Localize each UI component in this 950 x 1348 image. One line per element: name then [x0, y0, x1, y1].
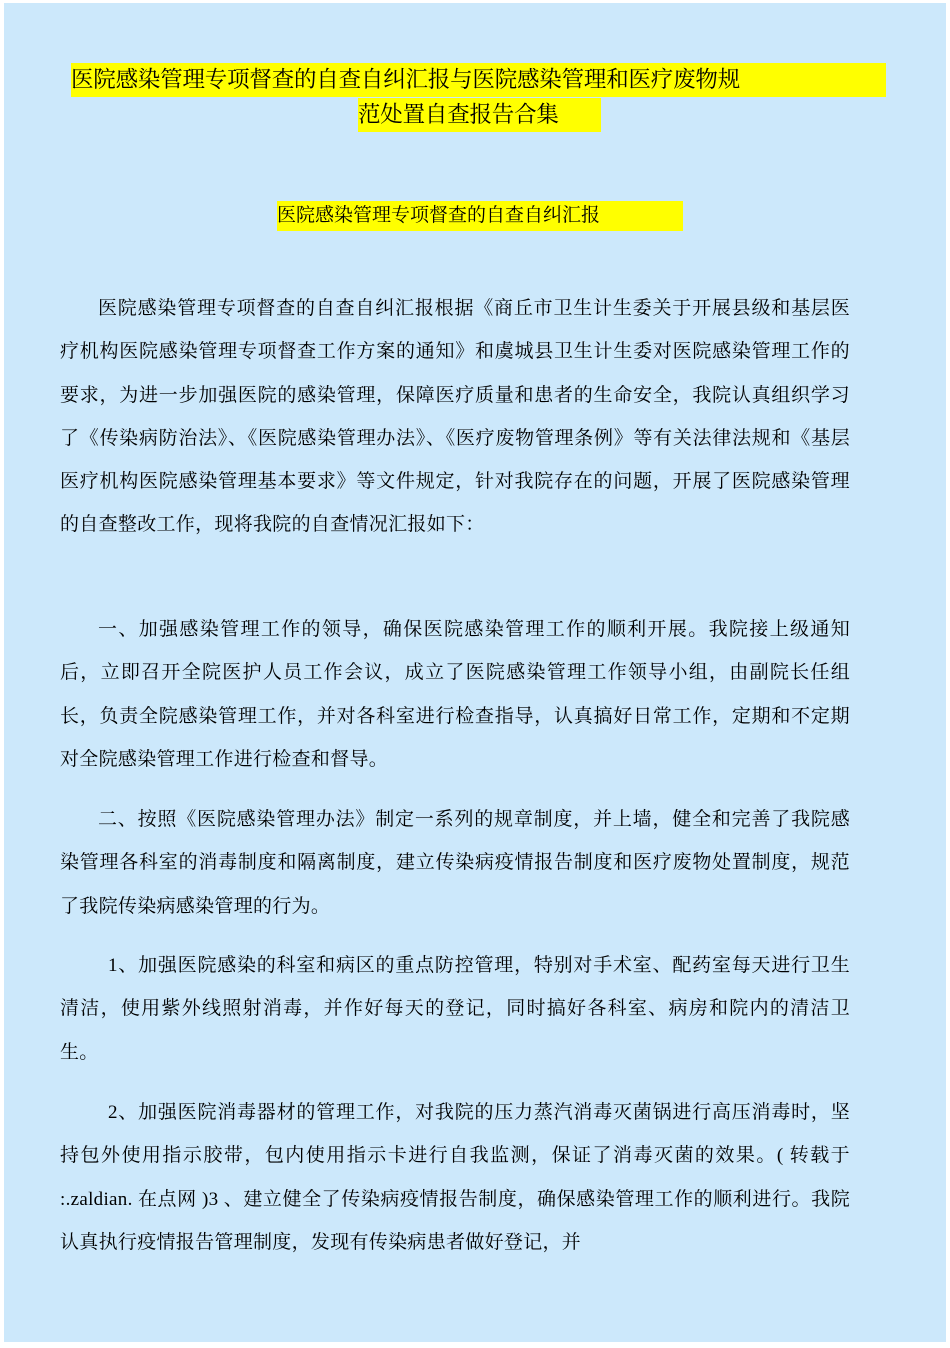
paragraph-item-2: 2、加强医院消毒器材的管理工作，对我院的压力蒸汽消毒灭菌锅进行高压消毒时，坚持包外使用指示胶带，包内使用指示卡进行自我监测，保证了消毒灭菌的效果。( 转载于 :.zaldian. 在点网 )3 、建立健全了传染病疫情报告制度，确保感染管理工作的顺利进行。我院认真执行疫情报告管理制度，发现有传染病患者做好登记，并	[60, 1102, 850, 1253]
document-title-line-2	[356, 98, 601, 132]
title-highlight: 医院感染管理专项督查的自查自纠汇报与医院感染管理和医疗废物规	[71, 63, 886, 97]
document-page	[4, 3, 946, 1342]
title-highlight: 范处置自查报告合集	[358, 98, 601, 132]
section-title	[275, 201, 683, 231]
paragraph-section-1: 一、加强感染管理工作的领导，确保医院感染管理工作的顺利开展。我院接上级通知后，立即召开全院医护人员工作会议，成立了医院感染管理工作领导小组，由副院长任组长，负责全院感染管理工作，并对各科室进行检查指导，认真搞好日常工作，定期和不定期对全院感染管理工作进行检查和督导。	[60, 619, 850, 770]
paragraph-item-1: 1、加强医院感染的科室和病区的重点防控管理，特别对手术室、配药室每天进行卫生清洁，使用紫外线照射消毒，并作好每天的登记，同时搞好各科室、病房和院内的清洁卫生。	[60, 955, 850, 1063]
section-title-highlight: 医院感染管理专项督查的自查自纠汇报	[277, 201, 683, 231]
paragraph-intro: 医院感染管理专项督查的自查自纠汇报根据《商丘市卫生计生委关于开展县级和基层医疗机构医院感染管理专项督查工作方案的通知》和虞城县卫生计生委对医院感染管理工作的要求，为进一步加强医院的感染管理，保障医疗质量和患者的生命安全，我院认真组织学习了《传染病防治法》、《医院感染管理办法》、《医疗废物管理条例》等有关法律法规和《基层医疗机构医院感染管理基本要求》等文件规定，针对我院存在的问题，开展了医院感染管理的自查整改工作，现将我院的自查情况汇报如下：	[60, 298, 850, 536]
document-title-line-1	[68, 63, 886, 97]
paragraph-section-2: 二、按照《医院感染管理办法》制定一系列的规章制度，并上墙，健全和完善了我院感染管理各科室的消毒制度和隔离制度，建立传染病疫情报告制度和医疗废物处置制度，规范了我院传染病感染管理的行为。	[60, 809, 850, 917]
